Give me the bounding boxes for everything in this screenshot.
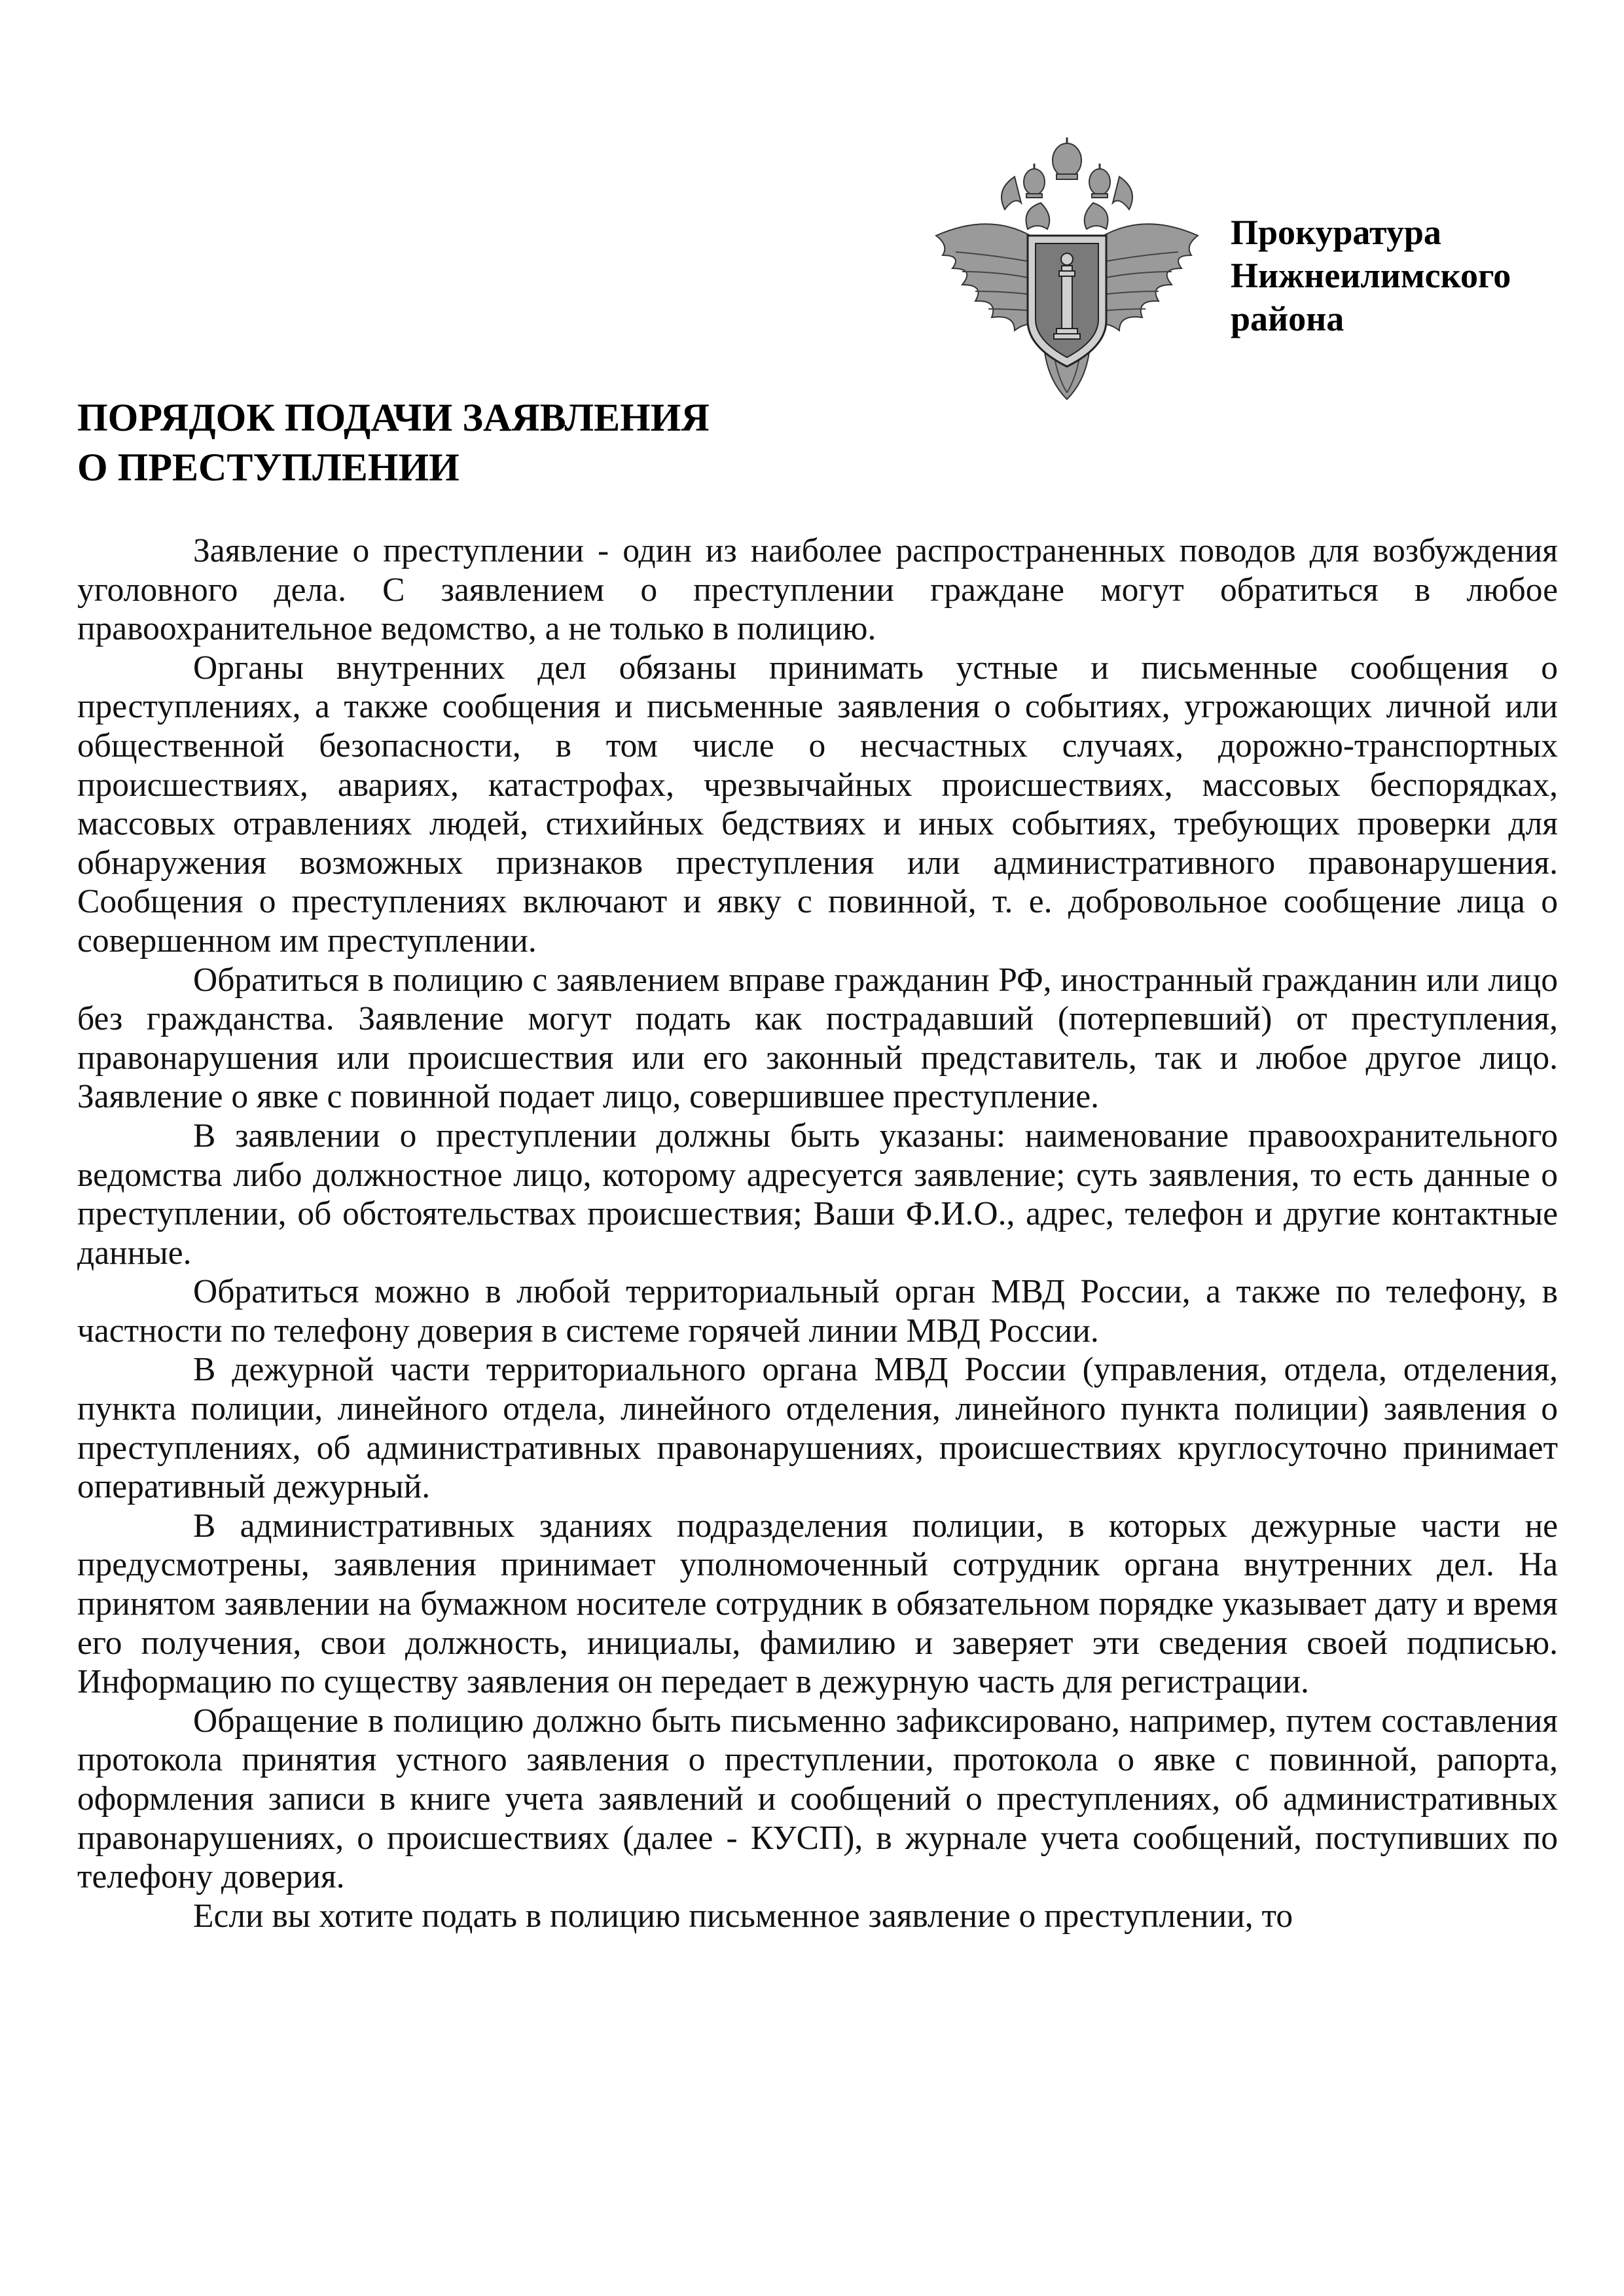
- organization-line: Нижнеилимского: [1231, 256, 1511, 295]
- paragraph: Обращение в полицию должно быть письменно зафиксировано, например, путем составления протокола принятия устного заявления о преступлении, протокола о явке с повинной, рапорта, оформления записи в книге учета заявлений и сообщений о преступлениях, об административных правонарушениях, о происшествиях (далее - КУСП), в журнале учета сообщений, поступивших по телефону доверия.: [77, 1702, 1558, 1896]
- prosecutor-emblem-icon: [923, 131, 1211, 406]
- organization-line: района: [1231, 299, 1344, 338]
- document-body: [77, 531, 1558, 1935]
- organization-line: Прокуратура: [1231, 213, 1441, 252]
- paragraph: В административных зданиях подразделения полиции, в которых дежурные части не предусмотрены, заявления принимает уполномоченный сотрудник органа внутренних дел. На принятом заявлении на бумажном носителе сотрудник в обязательном порядке указывает дату и время его получения, свои должность, инициалы, фамилию и заверяет эти сведения своей подписью. Информацию по существу заявления он передает в дежурную часть для регистрации.: [77, 1507, 1558, 1701]
- title-line: ПОРЯДОК ПОДАЧИ ЗАЯВЛЕНИЯ: [77, 396, 710, 439]
- organization-name: [1231, 211, 1511, 340]
- paragraph: В заявлении о преступлении должны быть указаны: наименование правоохранительного ведомства либо должностное лицо, которому адресуется заявление; суть заявления, то есть данные о преступлении, об обстоятельствах происшествия; Ваши Ф.И.О., адрес, телефон и другие контактные данные.: [77, 1117, 1558, 1272]
- document-title: [77, 393, 710, 492]
- title-line: О ПРЕСТУПЛЕНИИ: [77, 446, 460, 489]
- paragraph: Обратиться в полицию с заявлением вправе гражданин РФ, иностранный гражданин или лицо без гражданства. Заявление могут подать как пострадавший (потерпевший) от преступления, правонарушения или происшествия или его законный представитель, так и любое другое лицо. Заявление о явке с повинной подает лицо, совершившее преступление.: [77, 961, 1558, 1116]
- paragraph: Заявление о преступлении - один из наиболее распространенных поводов для возбуждения уголовного дела. С заявлением о преступлении граждане могут обратиться в любое правоохранительное ведомство, а не только в полицию.: [77, 532, 1558, 648]
- paragraph: Если вы хотите подать в полицию письменное заявление о преступлении, то: [193, 1897, 1293, 1935]
- paragraph: В дежурной части территориального органа МВД России (управления, отдела, отделения, пункта полиции, линейного отдела, линейного отделения, линейного пункта полиции) заявления о преступлениях, об административных правонарушениях, происшествиях круглосуточно принимает оперативный дежурный.: [77, 1351, 1558, 1506]
- paragraph: Органы внутренних дел обязаны принимать устные и письменные сообщения о преступлениях, а также сообщения и письменные заявления о событиях, угрожающих личной или общественной безопасности, в том числе о несчастных случаях, дорожно-транспортных происшествиях, авариях, катастрофах, чрезвычайных происшествиях, массовых беспорядках, массовых отравлениях людей, стихийных бедствиях и иных событиях, требующих проверки для обнаружения возможных признаков преступления или административного правонарушения. Сообщения о преступлениях включают и явку с повинной, т. е. добровольное сообщение лица о совершенном им преступлении.: [77, 649, 1558, 960]
- paragraph: Обратиться можно в любой территориальный орган МВД России, а также по телефону, в частности по телефону доверия в системе горячей линии МВД России.: [77, 1273, 1558, 1350]
